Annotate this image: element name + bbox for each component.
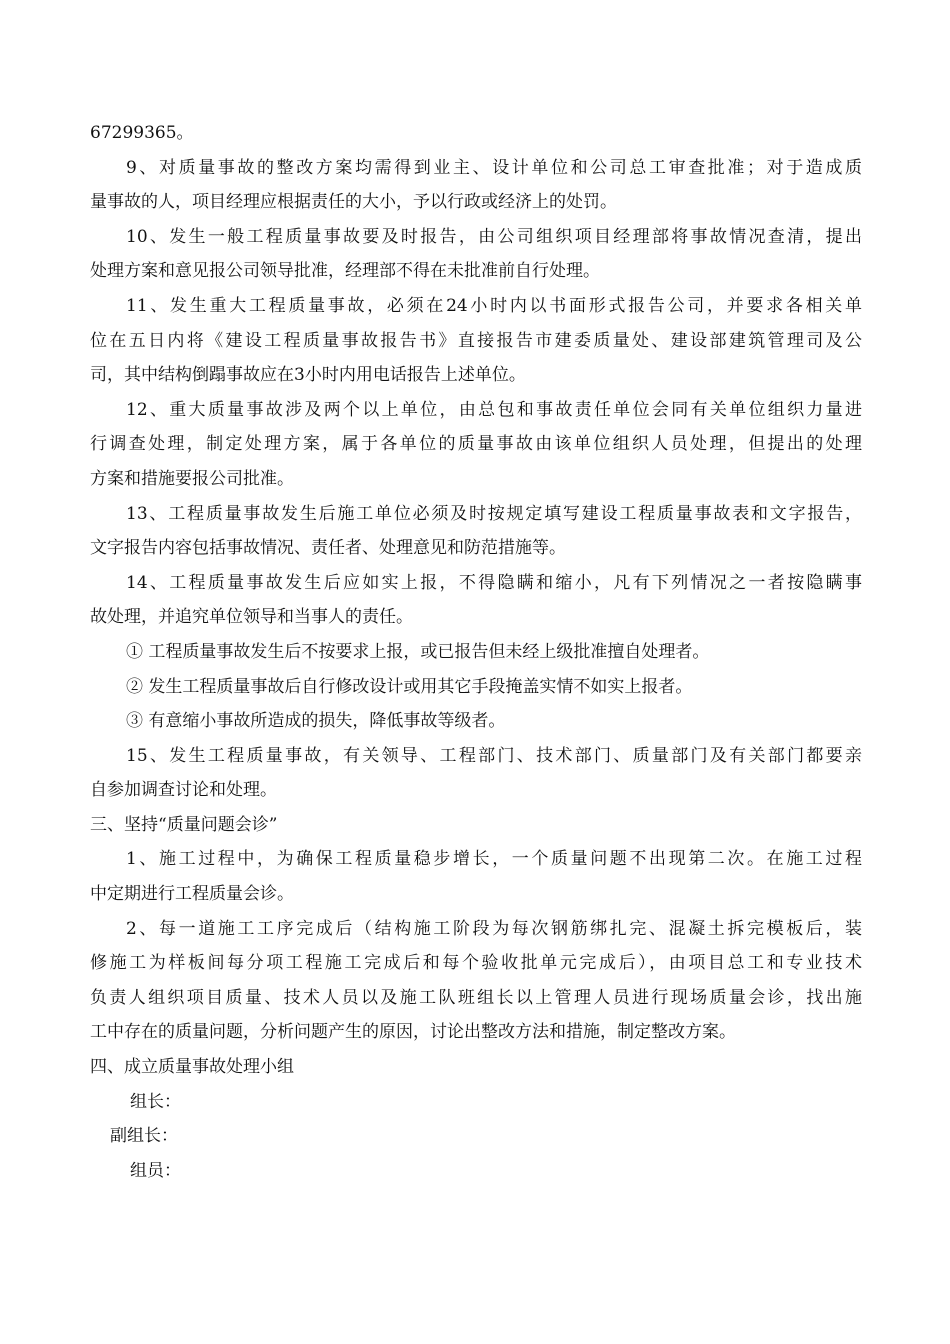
paragraph-line: 13、工程质量事故发生后施工单位必须及时按规定填写建设工程质量事故表和文字报告，	[126, 503, 862, 524]
paragraph-line: 自参加调查讨论和处理。	[90, 780, 277, 801]
paragraph-line: 15、发生工程质量事故，有关领导、工程部门、技术部门、质量部门及有关部门都要亲	[126, 745, 862, 766]
paragraph-line: 方案和措施要报公司批准。	[90, 468, 294, 489]
paragraph-line: 位在五日内将《建设工程质量事故报告书》直接报告市建委质量处、建设部建筑管理司及公	[90, 330, 862, 351]
paragraph-line: 文字报告内容包括事故情况、责任者、处理意见和防范措施等。	[90, 538, 566, 559]
paragraph-line: 11、发生重大工程质量事故，必须在24小时内以书面形式报告公司，并要求各相关单	[126, 295, 862, 316]
paragraph-line: 67299365。	[90, 123, 194, 143]
group-members-label: 组员：	[130, 1160, 181, 1181]
paragraph-line: 14、工程质量事故发生后应如实上报，不得隐瞒和缩小，凡有下列情况之一者按隐瞒事	[126, 572, 862, 593]
section-heading: 四、成立质量事故处理小组	[90, 1057, 294, 1078]
paragraph-line: 负责人组织项目质量、技术人员以及施工队班组长以上管理人员进行现场质量会诊，找出施	[90, 987, 862, 1008]
paragraph-line: 司，其中结构倒蹋事故应在3小时内用电话报告上述单位。	[90, 365, 526, 386]
paragraph-line: 量事故的人，项目经理应根据责任的大小，予以行政或经济上的处罚。	[90, 192, 617, 213]
paragraph-line: 中定期进行工程质量会诊。	[90, 884, 294, 905]
paragraph-line: 故处理，并追究单位领导和当事人的责任。	[90, 607, 413, 628]
paragraph-line: 10、发生一般工程质量事故要及时报告，由公司组织项目经理部将事故情况查清，提出	[126, 226, 862, 247]
section-heading: 三、坚持“质量问题会诊”	[90, 814, 278, 835]
list-item: ③ 有意缩小事故所造成的损失，降低事故等级者。	[126, 711, 506, 732]
document-body	[90, 116, 862, 1188]
paragraph-line: 修施工为样板间每分项工程施工完成后和每个验收批单元完成后），由项目总工和专业技术	[90, 953, 862, 974]
paragraph-line: 1、施工过程中，为确保工程质量稳步增长，一个质量问题不出现第二次。在施工过程	[126, 849, 862, 870]
group-leader-label: 组长：	[130, 1091, 181, 1112]
paragraph-line: 2、每一道施工工序完成后（结构施工阶段为每次钢筋绑扎完、混凝土拆完模板后，装	[126, 918, 862, 939]
paragraph-line: 工中存在的质量问题，分析问题产生的原因，讨论出整改方法和措施，制定整改方案。	[90, 1022, 736, 1043]
paragraph-line: 行调查处理，制定处理方案，属于各单位的质量事故由该单位组织人员处理，但提出的处理	[90, 434, 862, 455]
paragraph-line: 12、重大质量事故涉及两个以上单位，由总包和事故责任单位会同有关单位组织力量进	[126, 399, 862, 420]
deputy-leader-label: 副组长：	[110, 1126, 178, 1147]
paragraph-line: 9、对质量事故的整改方案均需得到业主、设计单位和公司总工审查批准；对于造成质	[126, 157, 862, 178]
list-item: ② 发生工程质量事故后自行修改设计或用其它手段掩盖实情不如实上报者。	[126, 676, 693, 697]
paragraph-line: 处理方案和意见报公司领导批准，经理部不得在未批准前自行处理。	[90, 261, 600, 282]
list-item: ① 工程质量事故发生后不按要求上报，或已报告但未经上级批准擅自处理者。	[126, 641, 710, 662]
